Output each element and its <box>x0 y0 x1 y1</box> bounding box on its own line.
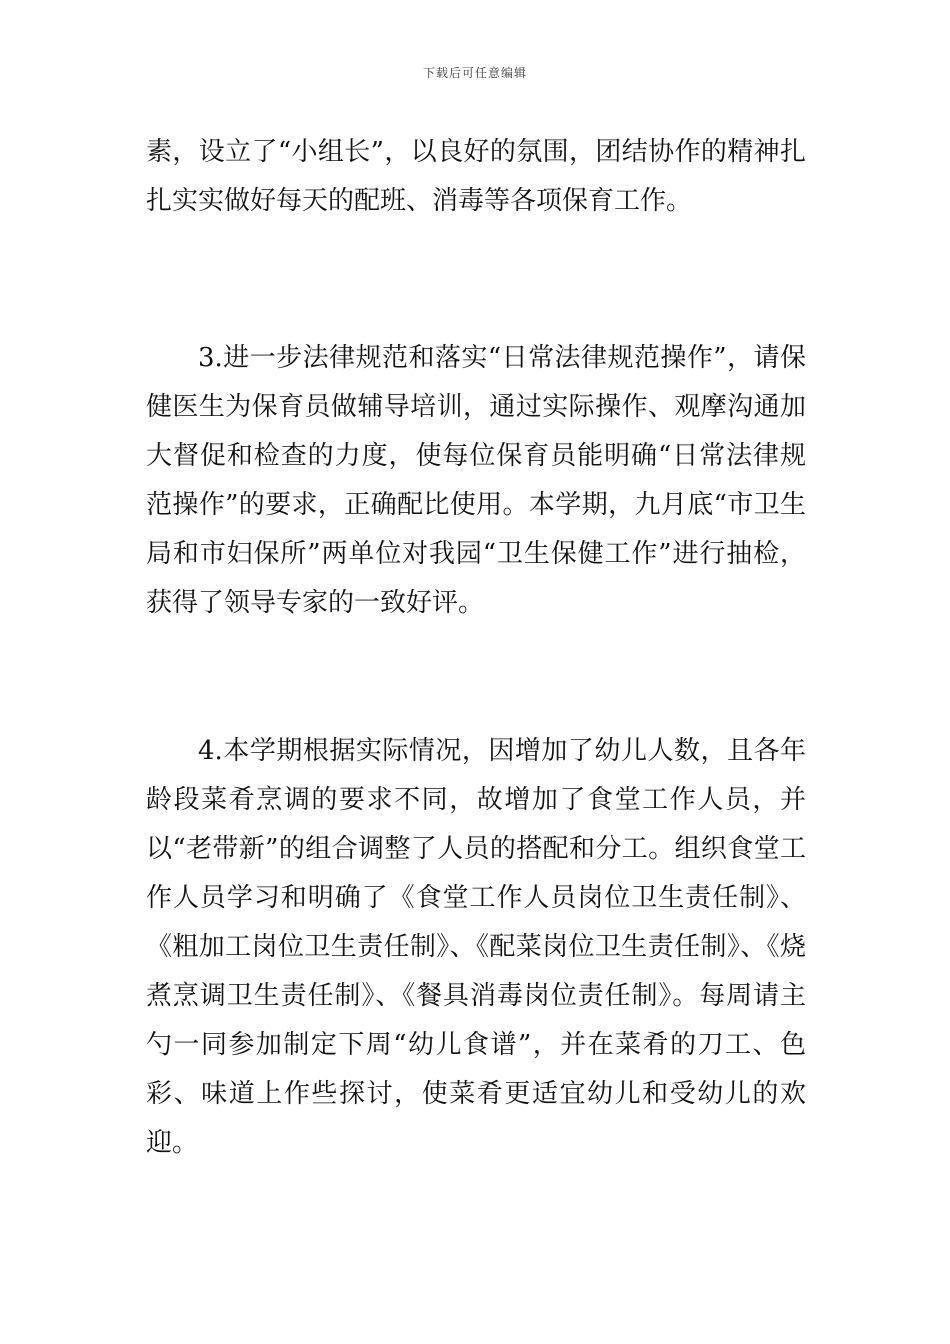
paragraph-gap <box>146 628 806 727</box>
paragraph-continuation: 素，设立了“小组长”，以良好的氛围，团结协作的精神扎扎实实做好每天的配班、消毒等各项保育工作。 <box>146 137 806 216</box>
paragraph-item-4: 4.本学期根据实际情况，因增加了幼儿人数，且各年龄段菜肴烹调的要求不同，故增加了食堂工作人员，并以“老带新”的组合调整了人员的搭配和分工。组织食堂工作人员学习和明确了《食堂工作人员岗位卫生责任制》、《粗加工岗位卫生责任制》、《配菜岗位卫生责任制》、《烧煮烹调卫生责任制》、《餐具消毒岗位责任制》。每周请主勺一同参加制定下周“幼儿食谱”，并在菜肴的刀工、色彩、味道上作些探讨，使菜肴更适宜幼儿和受幼儿的欢迎。 <box>146 736 806 1158</box>
paragraph-item-3: 3.进一步法律规范和落实“日常法律规范操作”，请保健医生为保育员做辅导培训，通过实际操作、观摩沟通加大督促和检查的力度，使每位保育员能明确“日常法律规范操作”的要求，正确配比使用。本学期，九月底“市卫生局和市妇保所”两单位对我园“卫生保健工作”进行抽检，获得了领导专家的一致好评。 <box>146 343 806 618</box>
paragraph-gap <box>146 226 806 334</box>
document-body <box>146 128 806 1168</box>
page-header: 下载后可任意编辑 <box>422 66 527 80</box>
